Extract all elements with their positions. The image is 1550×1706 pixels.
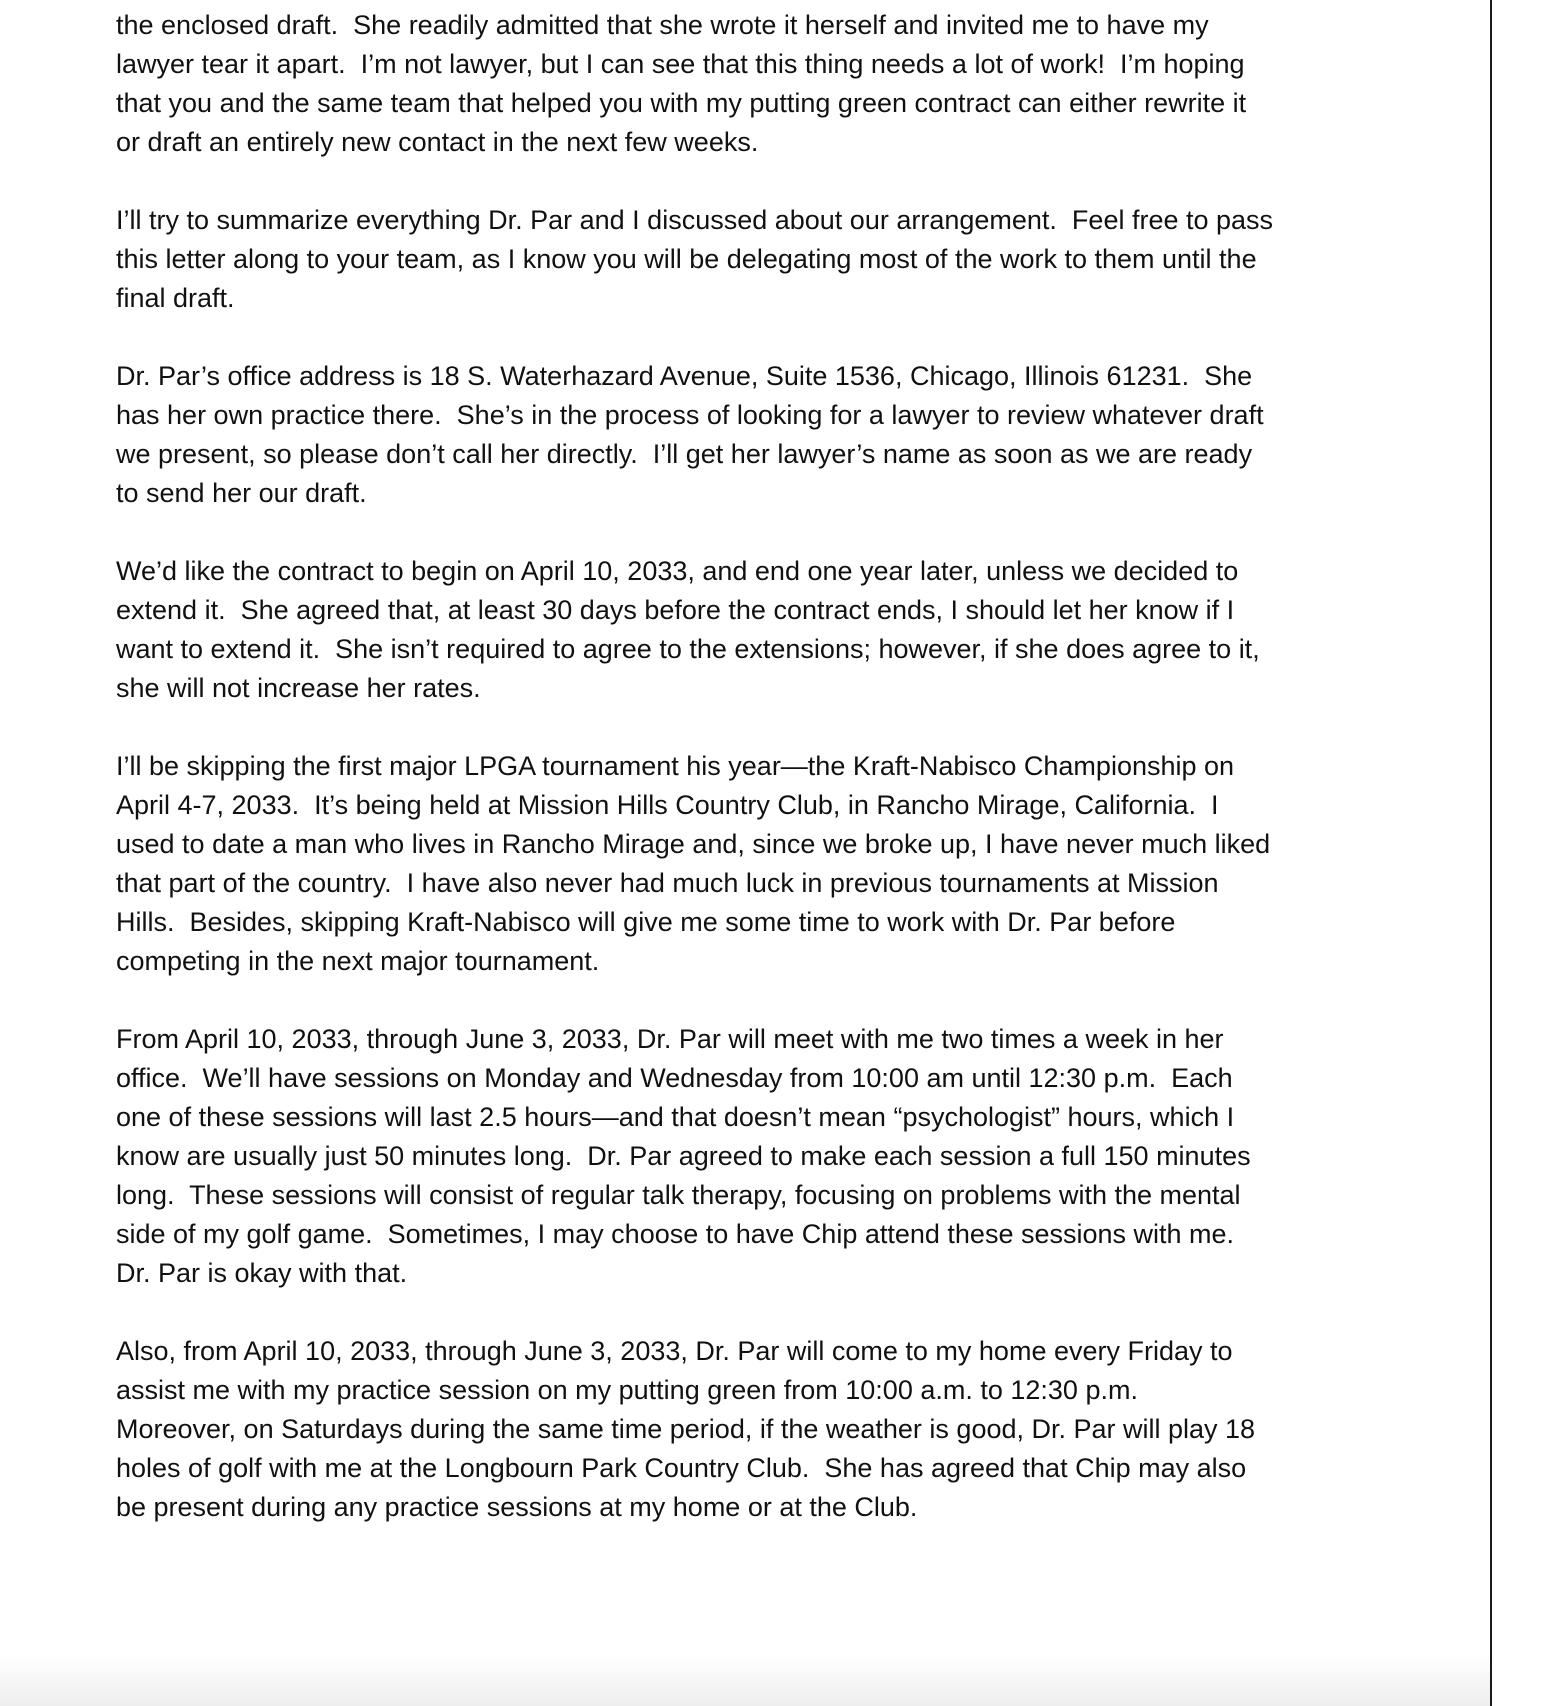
viewer-gutter xyxy=(1492,0,1550,1706)
paragraph-draft-review: the enclosed draft. She readily admitted that she wrote it herself and invited me to have my lawyer tear it apart. I’m not lawyer, but I can see that this thing needs a lot of work! I’m hoping that you and the same team that helped you with my putting green contract can either rewrite it or draft an entirely new contact in the next few weeks. xyxy=(116,10,1254,157)
paragraph-contract-term: We’d like the contract to begin on April 10, 2033, and end one year later, unless we decided to extend it. She agreed that, at least 30 days before the contract ends, I should let her know if I want to extend it. She isn’t required to agree to the extensions; however, if she does agree to it, she will not increase her rates. xyxy=(116,556,1268,703)
letter-body xyxy=(116,6,1281,1527)
paragraph-summary-intro: I’ll try to summarize everything Dr. Par and I discussed about our arrangement. Feel free to pass this letter along to your team, as I know you will be delegating most of the work to them until the final draft. xyxy=(116,205,1281,313)
paragraph-office-address: Dr. Par’s office address is 18 S. Waterhazard Avenue, Suite 1536, Chicago, Illinois 61231. She has her own practice there. She’s in the process of looking for a lawyer to review whatever draft we present, so please don’t call her directly. I’ll get her lawyer’s name as soon as we are ready to send her our draft. xyxy=(116,361,1272,508)
paragraph-tournament-skip: I’ll be skipping the first major LPGA tournament his year—the Kraft-Nabisco Championship on April 4-7, 2033. It’s being held at Mission Hills Country Club, in Rancho Mirage, California. I used to date a man who lives in Rancho Mirage and, since we broke up, I have never much liked that part of the country. I have also never had much luck in previous tournaments at Mission Hills. Besides, skipping Kraft-Nabisco will give me some time to work with Dr. Par before competing in the next major tournament. xyxy=(116,751,1278,976)
page-bottom-shade xyxy=(0,1655,1490,1706)
paragraph-office-sessions: From April 10, 2033, through June 3, 2033, Dr. Par will meet with me two times a week in her office. We’ll have sessions on Monday and Wednesday from 10:00 am until 12:30 p.m. Each one of these sessions will last 2.5 hours—and that doesn’t mean “psychologist” hours, which I know are usually just 50 minutes long. Dr. Par agreed to make each session a full 150 minutes long. These sessions will consist of regular talk therapy, focusing on problems with the mental side of my golf game. Sometimes, I may choose to have Chip attend these sessions with me. Dr. Par is okay with that. xyxy=(116,1024,1259,1288)
paragraph-practice-sessions: Also, from April 10, 2033, through June 3, 2033, Dr. Par will come to my home every Friday to assist me with my practice session on my putting green from 10:00 a.m. to 12:30 p.m. Moreover, on Saturdays during the same time period, if the weather is good, Dr. Par will play 18 holes of golf with me at the Longbourn Park Country Club. She has agreed that Chip may also be present during any practice sessions at my home or at the Club. xyxy=(116,1336,1263,1522)
